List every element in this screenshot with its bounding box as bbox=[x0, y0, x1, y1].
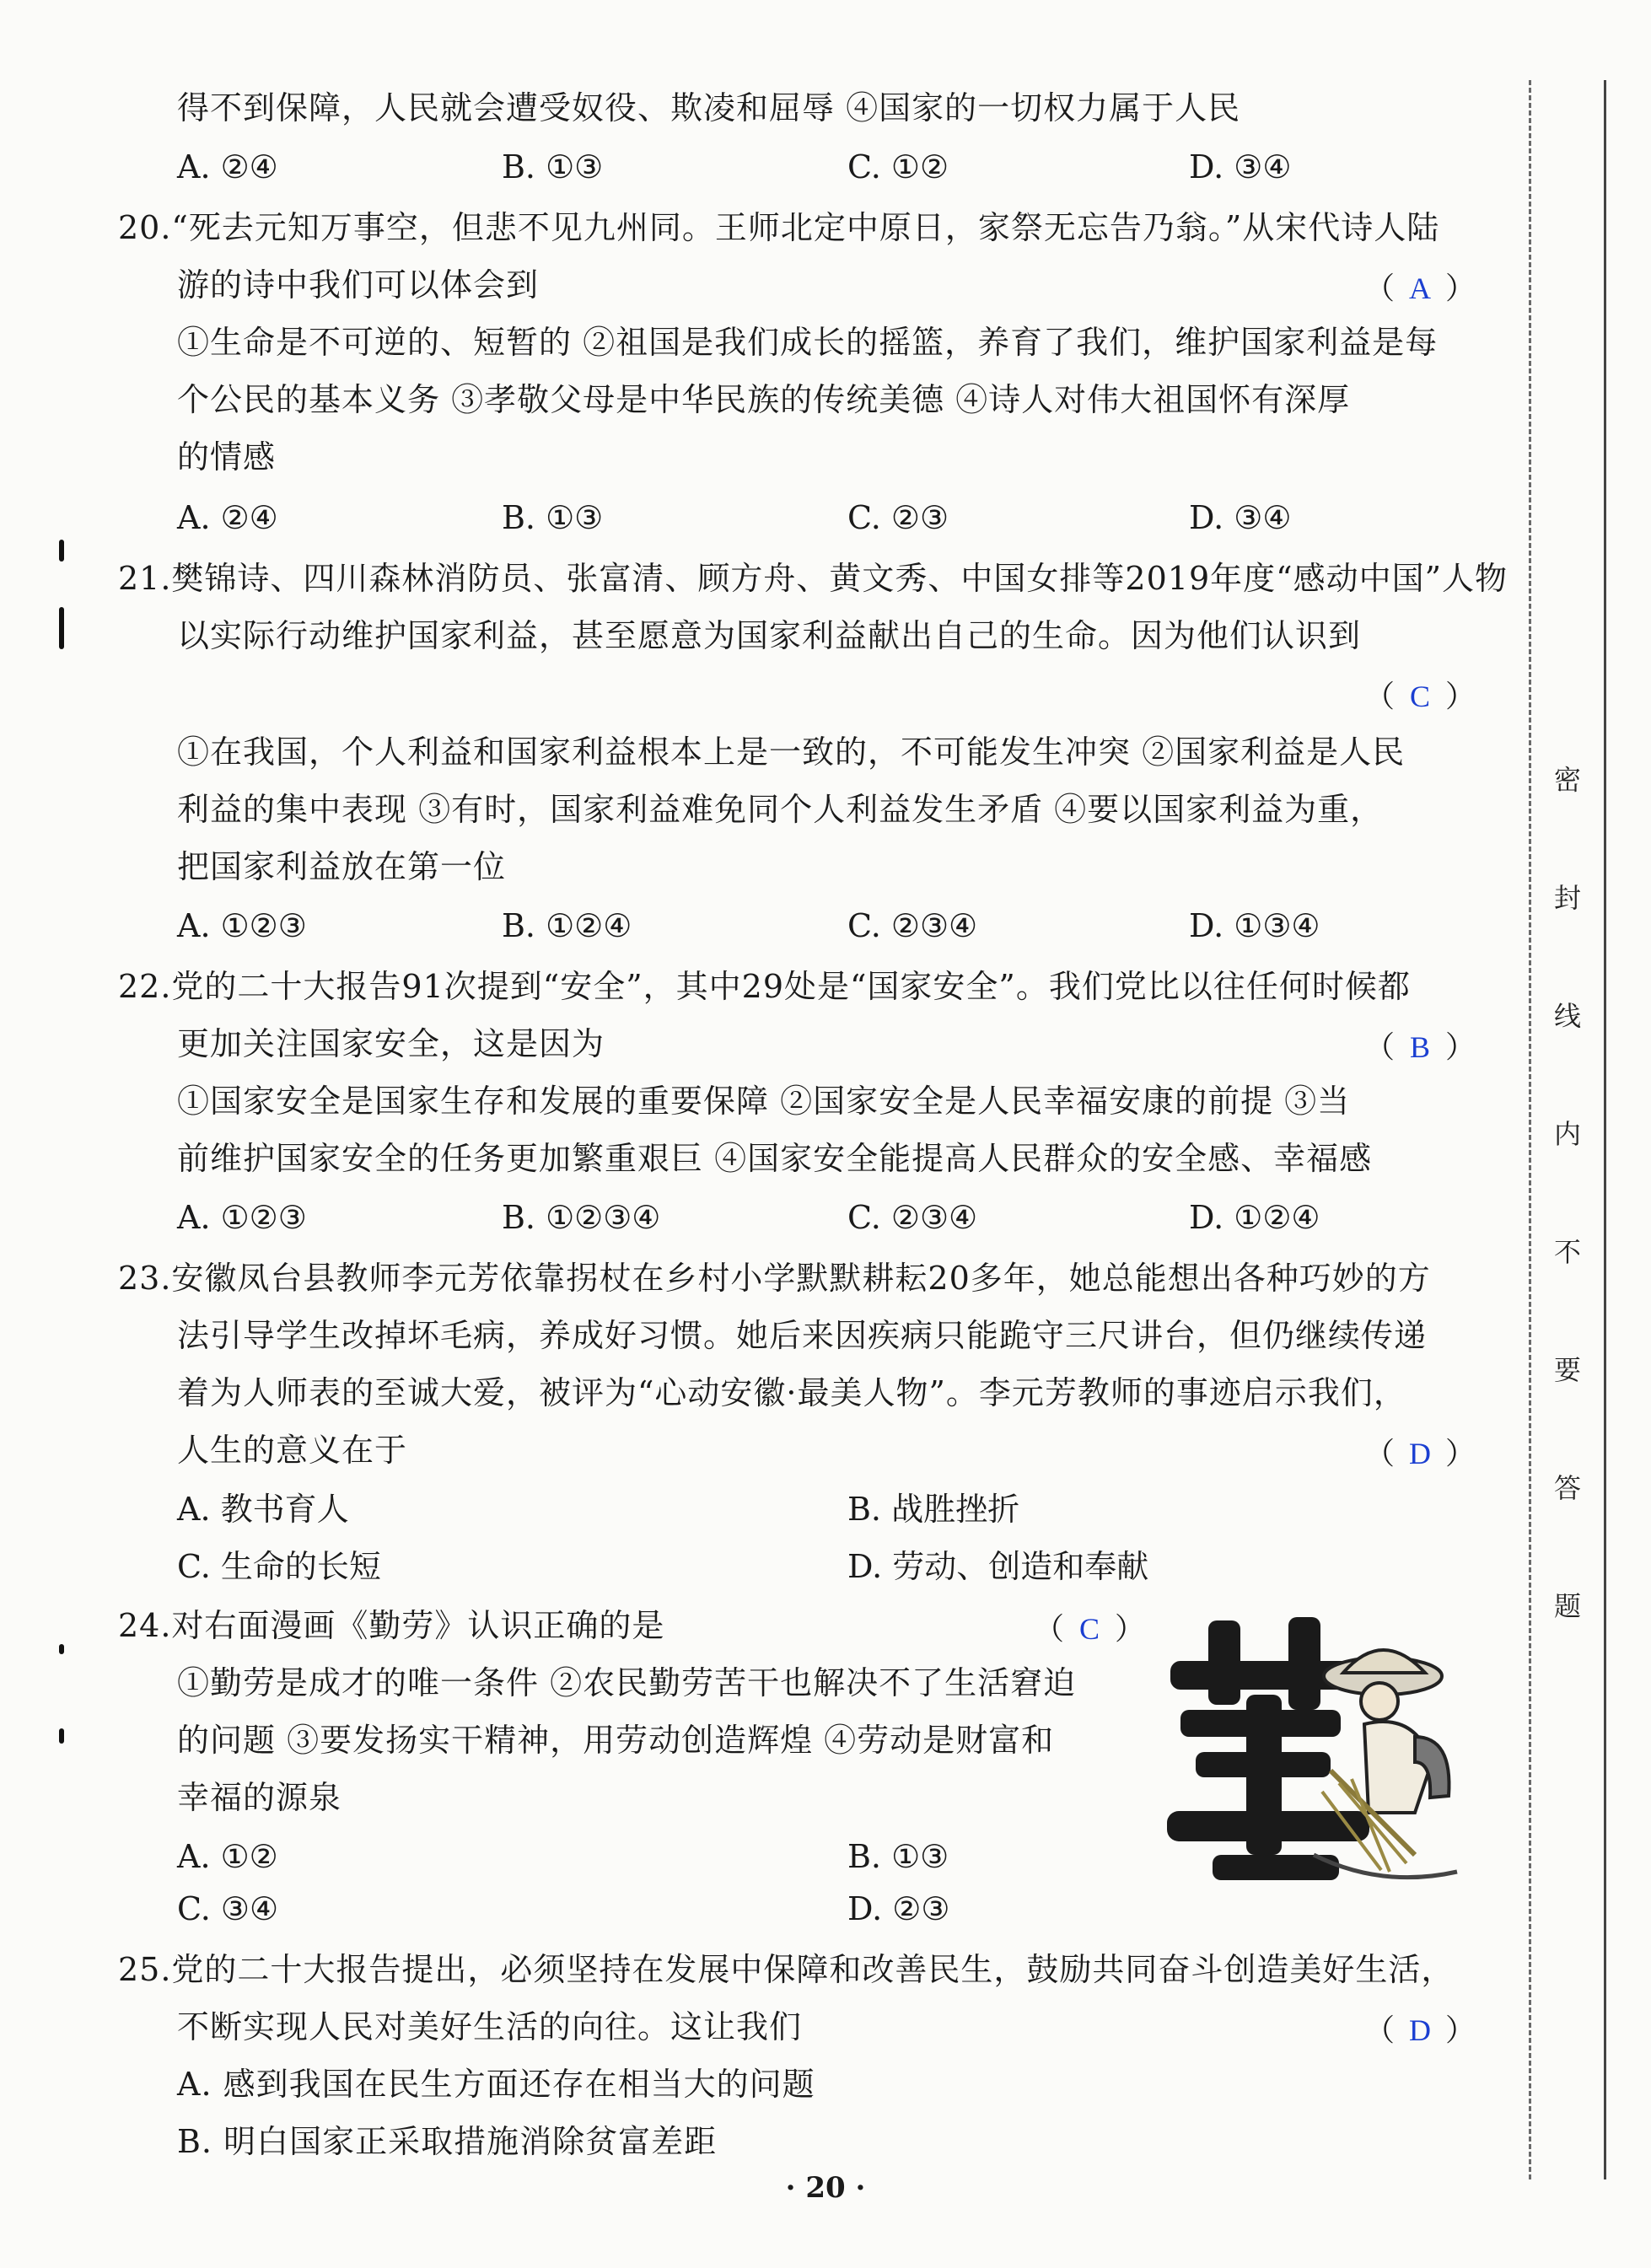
option-c: C. ②③ bbox=[847, 499, 949, 536]
calligraphy-strokes bbox=[1167, 1617, 1369, 1880]
question-21-stem: 21.樊锦诗、四川森林消防员、张富清、顾方舟、黄文秀、中国女排等2019年度“感动中国”人物 bbox=[118, 560, 1508, 597]
option-d: D. ①②④ bbox=[1189, 1199, 1320, 1236]
question-23-stem-3: 着为人师表的至诚大爱，被评为“心动安徽·最美人物”。李元芳教师的事迹启示我们， bbox=[177, 1374, 1406, 1411]
question-24-stem: 24.对右面漫画《勤劳》认识正确的是 bbox=[118, 1607, 665, 1644]
comic-illustration bbox=[1162, 1602, 1465, 1905]
answer-bracket: （ A ） bbox=[1364, 263, 1476, 314]
option-c: C. 生命的长短 bbox=[177, 1548, 381, 1585]
seal-char: 要 bbox=[1553, 1354, 1581, 1386]
option-b: B. ①②③④ bbox=[502, 1199, 661, 1236]
question-24-statement: 的问题 ③要发扬实干精神，用劳动创造辉煌 ④劳动是财富和 bbox=[177, 1722, 1055, 1759]
question-21-statement: 利益的集中表现 ③有时，国家利益难免同个人利益发生矛盾 ④要以国家利益为重， bbox=[177, 791, 1384, 828]
seal-char: 题 bbox=[1553, 1590, 1581, 1622]
option-d: D. ③④ bbox=[1189, 499, 1292, 536]
question-20-stem-2: 游的诗中我们可以体会到 bbox=[177, 266, 540, 304]
question-20-statement: 的情感 bbox=[177, 438, 277, 476]
option-b: B. 战胜挫折 bbox=[847, 1491, 1020, 1528]
option-c: C. ①② bbox=[847, 148, 949, 185]
answer-letter: C bbox=[1409, 680, 1430, 713]
scan-mark bbox=[59, 607, 64, 649]
question-25-stem: 25.党的二十大报告提出，必须坚持在发展中保障和改善民生，鼓励共同奋斗创造美好生活， bbox=[118, 1951, 1455, 1988]
seal-char: 线 bbox=[1553, 1000, 1581, 1032]
option-d: D. 劳动、创造和奉献 bbox=[847, 1548, 1149, 1585]
option-b: B. 明白国家正采取措施消除贫富差距 bbox=[177, 2123, 718, 2160]
question-20-statement: ①生命是不可逆的、短暂的 ②祖国是我们成长的摇篮，养育了我们，维护国家利益是每 bbox=[177, 324, 1439, 361]
question-21-options bbox=[177, 900, 1476, 951]
answer-bracket: （ D ） bbox=[1364, 2005, 1476, 2056]
question-22-statement: ①国家安全是国家生存和发展的重要保障 ②国家安全是人民幸福安康的前提 ③当 bbox=[177, 1083, 1351, 1120]
question-22-options bbox=[177, 1192, 1476, 1243]
answer-bracket: （ D ） bbox=[1364, 1428, 1476, 1480]
question-20-statement: 个公民的基本义务 ③孝敬父母是中华民族的传统美德 ④诗人对伟大祖国怀有深厚 bbox=[177, 381, 1351, 418]
seal-char: 内 bbox=[1553, 1118, 1581, 1150]
seal-char: 不 bbox=[1553, 1236, 1581, 1268]
question-23-stem: 23.安徽凤台县教师李元芳依靠拐杖在乡村小学默默耕耘20多年，她总能想出各种巧妙的方 bbox=[118, 1260, 1431, 1297]
option-a: A. ①②③ bbox=[177, 907, 307, 944]
farmer-figure bbox=[1314, 1650, 1457, 1878]
question-19-text: 得不到保障，人民就会遭受奴役、欺凌和屈辱 ④国家的一切权力属于人民 bbox=[177, 89, 1241, 126]
answer-letter: A bbox=[1408, 271, 1431, 305]
question-20-stem: 20.“死去元知万事空，但悲不见九州同。王师北定中原日，家祭无忘告乃翁。”从宋代诗人陆 bbox=[118, 209, 1440, 246]
option-d: D. ①③④ bbox=[1189, 907, 1320, 944]
scan-mark bbox=[59, 540, 64, 562]
option-b: B. ①②④ bbox=[502, 907, 632, 944]
answer-letter: C bbox=[1078, 1612, 1100, 1646]
answer-bracket: （ C ） bbox=[1034, 1604, 1145, 1655]
question-24-statement: ①勤劳是成才的唯一条件 ②农民勤劳苦干也解决不了生活窘迫 bbox=[177, 1664, 1077, 1701]
question-24-statement: 幸福的源泉 bbox=[177, 1779, 342, 1816]
margin-border bbox=[1604, 80, 1606, 2179]
option-b: B. ①③ bbox=[502, 499, 604, 536]
option-a: A. ②④ bbox=[177, 148, 278, 185]
question-23-stem-4: 人生的意义在于 bbox=[177, 1432, 408, 1469]
option-a: A. 感到我国在民生方面还存在相当大的问题 bbox=[177, 2066, 815, 2103]
question-21-statement: ①在我国，个人利益和国家利益根本上是一致的，不可能发生冲突 ②国家利益是人民 bbox=[177, 734, 1406, 771]
question-22-statement: 前维护国家安全的任务更加繁重艰巨 ④国家安全能提高人民群众的安全感、幸福感 bbox=[177, 1140, 1373, 1177]
question-23-options-row2 bbox=[177, 1541, 1476, 1592]
scan-mark bbox=[59, 1728, 64, 1744]
answer-bracket: （ C ） bbox=[1364, 671, 1476, 723]
answer-letter: D bbox=[1408, 2013, 1431, 2047]
option-d: D. ②③ bbox=[847, 1890, 950, 1927]
option-a: A. ①② bbox=[177, 1838, 278, 1875]
option-a: A. ①②③ bbox=[177, 1199, 307, 1236]
answer-bracket: （ B ） bbox=[1364, 1022, 1476, 1073]
question-19-options bbox=[177, 142, 1476, 192]
question-23-stem-2: 法引导学生改掉坏毛病，养成好习惯。她后来因疾病只能跪守三尺讲台，但仍继续传递 bbox=[177, 1317, 1428, 1354]
option-b: B. ①③ bbox=[502, 148, 604, 185]
option-c: C. ②③④ bbox=[847, 1199, 978, 1236]
option-a: A. 教书育人 bbox=[177, 1491, 349, 1528]
question-25-stem-2: 不断实现人民对美好生活的向往。这让我们 bbox=[177, 2008, 803, 2045]
option-c: C. ③④ bbox=[177, 1890, 279, 1927]
seal-char: 密 bbox=[1553, 764, 1581, 796]
answer-letter: B bbox=[1409, 1030, 1430, 1064]
option-c: C. ②③④ bbox=[847, 907, 978, 944]
seal-dashed-line bbox=[1529, 80, 1531, 2179]
question-22-stem-2: 更加关注国家安全，这是因为 bbox=[177, 1025, 605, 1062]
seal-char: 答 bbox=[1553, 1472, 1581, 1504]
option-d: D. ③④ bbox=[1189, 148, 1292, 185]
option-a: A. ②④ bbox=[177, 499, 278, 536]
option-b: B. ①③ bbox=[847, 1838, 949, 1875]
question-20-options bbox=[177, 492, 1476, 543]
seal-char: 封 bbox=[1553, 882, 1581, 914]
question-23-options-row1 bbox=[177, 1484, 1476, 1534]
question-22-stem: 22.党的二十大报告91次提到“安全”，其中29处是“国家安全”。我们党比以往任何时候都 bbox=[118, 968, 1411, 1005]
question-21-stem-2: 以实际行动维护国家利益，甚至愿意为国家利益献出自己的生命。因为他们认识到 bbox=[177, 617, 1362, 654]
page-number: · 20 · bbox=[785, 2171, 866, 2205]
answer-letter: D bbox=[1408, 1437, 1431, 1470]
scan-mark bbox=[59, 1644, 64, 1654]
question-21-statement: 把国家利益放在第一位 bbox=[177, 848, 507, 885]
